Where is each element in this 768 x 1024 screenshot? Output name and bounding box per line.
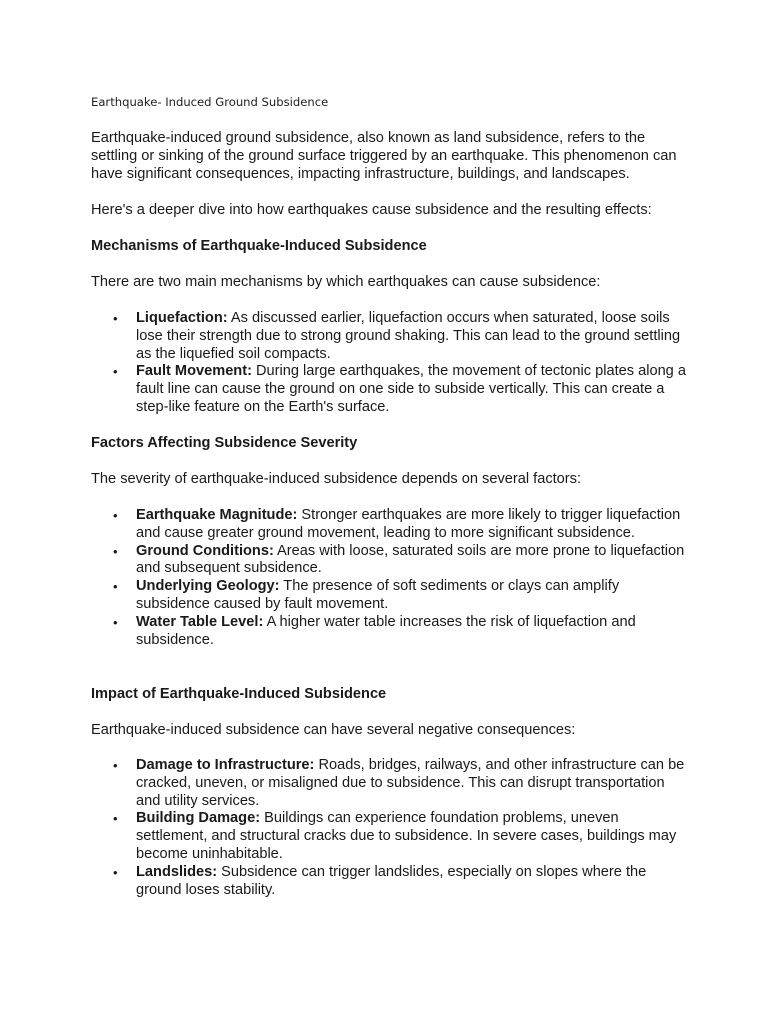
bullet-icon: • bbox=[113, 758, 118, 773]
list-item bbox=[91, 614, 691, 650]
bullet-icon: • bbox=[113, 579, 118, 595]
list-item-text: Stronger earthquakes are more likely to trigger liquefaction and cause greater ground movement, leading to more significant subsidence. bbox=[136, 507, 681, 541]
section-heading-mechanisms: Mechanisms of Earthquake-Induced Subsidence bbox=[91, 238, 427, 254]
list-item-term: Water Table Level: bbox=[136, 613, 264, 630]
bullet-icon: • bbox=[113, 364, 118, 380]
bullet-icon: • bbox=[113, 311, 118, 326]
section-heading-factors: Factors Affecting Subsidence Severity bbox=[91, 435, 358, 451]
section-text-impact: Earthquake-induced subsidence can have several negative consequences: bbox=[91, 722, 576, 738]
bullet-icon: • bbox=[113, 614, 118, 630]
list-item bbox=[91, 864, 691, 900]
list-item-term: Fault Movement: bbox=[136, 363, 252, 380]
list-item bbox=[91, 578, 691, 614]
section-text-mechanisms: There are two main mechanisms by which earthquakes can cause subsidence: bbox=[91, 274, 601, 290]
list-item bbox=[91, 810, 691, 863]
bullet-list-factors bbox=[91, 507, 691, 649]
list-item bbox=[91, 543, 691, 579]
bullet-list-mechanisms bbox=[91, 310, 691, 417]
section-heading-impact: Impact of Earthquake-Induced Subsidence bbox=[91, 686, 387, 702]
bullet-icon: • bbox=[113, 543, 118, 559]
list-item-text: During large earthquakes, the movement of tectonic plates along a fault line can cause the ground on one side to subside vertically. This can create a step-like feature on the Earth's surface. bbox=[136, 363, 686, 415]
list-item-text: Subsidence can trigger landslides, especially on slopes where the ground loses stability. bbox=[136, 863, 647, 898]
list-item-term: Ground Conditions: bbox=[136, 542, 274, 559]
list-item-term: Building Damage: bbox=[136, 810, 261, 827]
list-item-text: Buildings can experience foundation problems, uneven settlement, and structural cracks due to subsidence. In severe cases, buildings may become uninhabitable. bbox=[136, 810, 677, 862]
section-text-factors: The severity of earthquake-induced subsidence depends on several factors: bbox=[91, 471, 581, 487]
list-item-term: Landslides: bbox=[136, 863, 218, 880]
list-item-term: Liquefaction: bbox=[136, 310, 228, 326]
bullet-icon: • bbox=[113, 864, 118, 880]
list-item bbox=[91, 310, 691, 363]
list-item-text: The presence of soft sediments or clays can amplify subsidence caused by fault movement. bbox=[136, 578, 620, 612]
list-item bbox=[91, 363, 691, 416]
list-item-text: Areas with loose, saturated soils are more prone to liquefaction and subsequent subsidence. bbox=[136, 542, 685, 577]
list-item-term: Damage to Infrastructure: bbox=[136, 757, 315, 773]
list-item bbox=[91, 757, 691, 810]
document-title: Earthquake- Induced Ground Subsidence bbox=[91, 95, 329, 109]
bullet-icon: • bbox=[113, 811, 118, 827]
list-item-text: A higher water table increases the risk of liquefaction and subsidence. bbox=[136, 613, 636, 648]
bullet-icon: • bbox=[113, 508, 118, 523]
list-item-term: Earthquake Magnitude: bbox=[136, 507, 298, 523]
lead-paragraph: Here's a deeper dive into how earthquakes cause subsidence and the resulting effects: bbox=[91, 202, 652, 218]
list-item bbox=[91, 507, 691, 543]
list-item-text: As discussed earlier, liquefaction occurs when saturated, loose soils lose their strength due to strong ground shaking. This can lead to the ground settling as the liquefied soil compacts. bbox=[136, 310, 681, 362]
intro-paragraph: Earthquake-induced ground subsidence, also known as land subsidence, refers to the settling or sinking of the ground surface triggered by an earthquake. This phenomenon can have significant consequences, impacting infrastructure, buildings, and landscapes. bbox=[91, 130, 677, 182]
list-item-text: Roads, bridges, railways, and other infrastructure can be cracked, uneven, or misaligned due to subsidence. This can disrupt transportation and utility services. bbox=[136, 757, 685, 809]
list-item-term: Underlying Geology: bbox=[136, 578, 280, 595]
bullet-list-impact bbox=[91, 757, 691, 899]
